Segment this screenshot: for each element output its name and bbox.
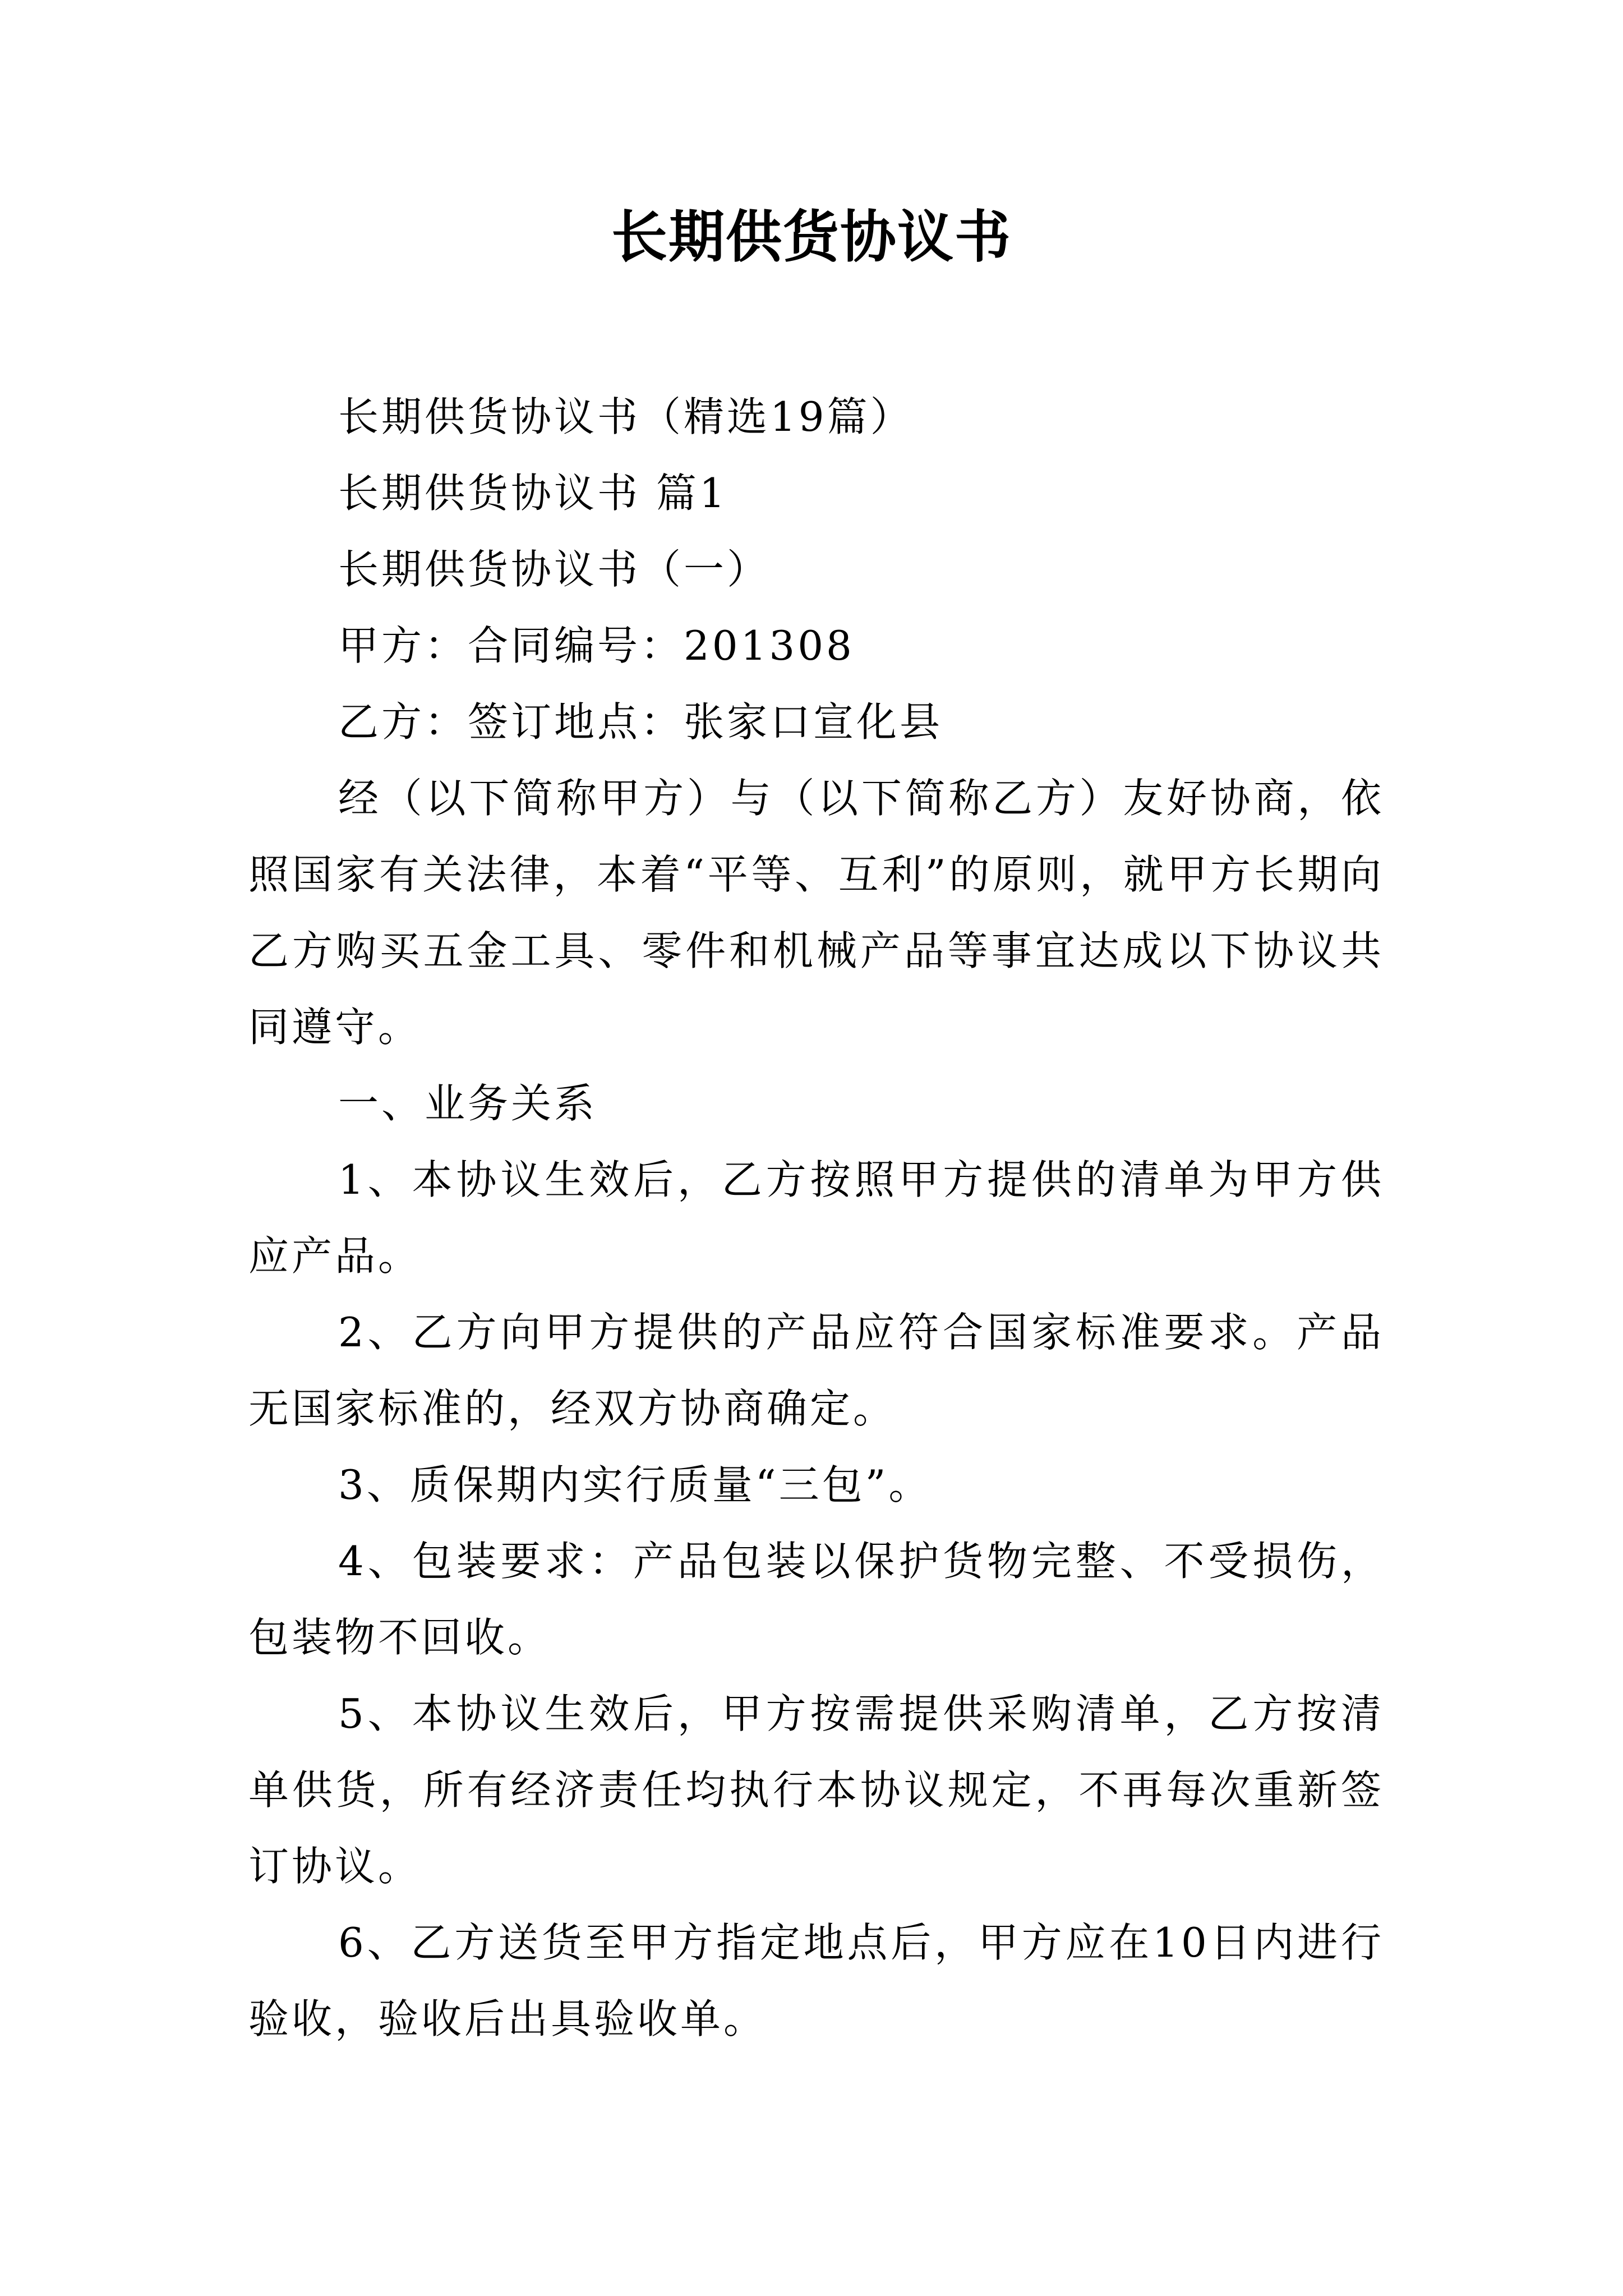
paragraph-clause-1: 1、本协议生效后，乙方按照甲方提供的清单为甲方供应产品。 [248, 1156, 1384, 1280]
paragraph-clause-5: 5、本协议生效后，甲方按需提供采购清单，乙方按清单供货，所有经济责任均执行本协议规定，不再每次重新签订协议。 [248, 1690, 1384, 1890]
paragraph-agreement-heading: 长期供货协议书（一） [338, 546, 771, 593]
paragraph-party-a: 甲方：合同编号：201308 [338, 622, 855, 669]
document-body [248, 379, 1384, 2057]
paragraph-clause-heading: 一、业务关系 [338, 1080, 598, 1127]
paragraph-clause-2: 2、乙方向甲方提供的产品应符合国家标准要求。产品无国家标准的，经双方协商确定。 [248, 1309, 1384, 1432]
paragraph-clause-3: 3、质保期内实行质量“三包”。 [338, 1461, 932, 1508]
document-title: 长期供货协议书 [611, 204, 1012, 270]
paragraph-clause-6: 6、乙方送货至甲方指定地点后，甲方应在10日内进行验收，验收后出具验收单。 [248, 1919, 1384, 2042]
paragraph-preamble: 经（以下简称甲方）与（以下简称乙方）友好协商，依照国家有关法律，本着“平等、互利”的原则，就甲方长期向乙方购买五金工具、零件和机械产品等事宜达成以下协议共同遵守。 [248, 775, 1384, 1051]
paragraph-subtitle: 长期供货协议书（精选19篇） [338, 393, 914, 440]
paragraph-party-b: 乙方：签订地点：张家口宣化县 [338, 698, 943, 746]
paragraph-section-heading: 长期供货协议书 篇1 [338, 470, 728, 517]
paragraph-clause-4: 4、包装要求：产品包装以保护货物完整、不受损伤，包装物不回收。 [248, 1538, 1384, 1661]
